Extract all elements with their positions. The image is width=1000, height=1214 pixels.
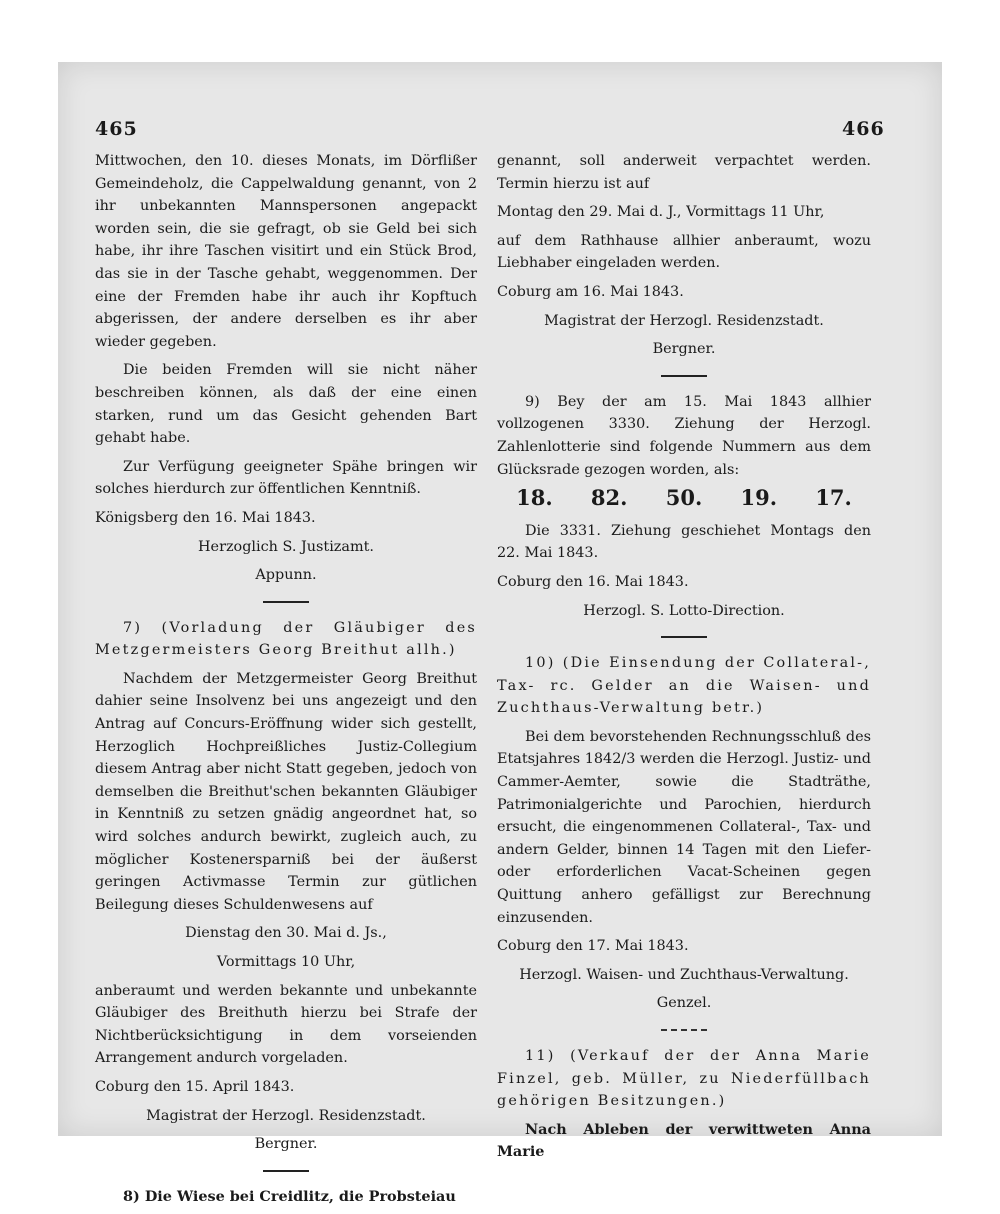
section-title: 7) (Vorladung der Gläubiger des Metzgermeisters Georg Breithut allh.): [95, 619, 477, 659]
place-date: Königsberg den 16. Mai 1843.: [95, 509, 316, 526]
place-date: Coburg den 17. Mai 1843.: [497, 938, 689, 955]
paragraph: 9) Bey der am 15. Mai 1843 allhier vollzogenen 3330. Ziehung der Herzogl. Zahlenlotterie sind folgende Nummern aus dem Glücksrade gezogen worden, als:: [497, 393, 871, 478]
lottery-number: 50.: [665, 485, 703, 511]
lottery-numbers: [497, 487, 871, 510]
term-day: Dienstag den 30. Mai d. Js.,: [185, 925, 387, 942]
section-title: 8) Die Wiese bei Creidlitz, die Probsteiau: [123, 1187, 456, 1205]
lottery-number: 82.: [590, 485, 628, 511]
signer: Bergner.: [254, 1136, 318, 1153]
paragraph: Mittwochen, den 10. dieses Monats, im Dörflißer Gemeindeholz, die Cappelwaldung genannt, von 2 ihr unbekannten Mannspersonen angepackt worden sein, die sie gefragt, ob sie Geld bei sich habe, ihr ihre Taschen visitirt und ein Stück Brod, das sie in der Tasche gehabt, weggenommen. Der eine der Fremden habe ihr auch ihr Kopftuch abgerissen, der andere derselben es ihr aber wieder gegeben.: [95, 153, 477, 350]
section-divider: [263, 601, 309, 603]
place-date: Coburg den 15. April 1843.: [95, 1078, 295, 1095]
authority: Magistrat der Herzogl. Residenzstadt.: [544, 312, 824, 329]
signer: Genzel.: [656, 995, 712, 1012]
signer: Appunn.: [255, 567, 317, 584]
paragraph: anberaumt und werden bekannte und unbekannte Gläubiger des Breithuth hierzu bei Strafe der Nichtberücksichtigung in dem vorseienden Arrangement andurch vorgeladen.: [95, 982, 477, 1067]
section-title: 11) (Verkauf der der Anna Marie Finzel, geb. Müller, zu Niederfüllbach gehörigen Besitzungen.): [497, 1048, 871, 1110]
paragraph: auf dem Rathhause allhier anberaumt, wozu Liebhaber eingeladen werden.: [497, 232, 871, 272]
section-divider: [661, 375, 707, 377]
place-date: Coburg den 16. Mai 1843.: [497, 573, 689, 590]
section-title: 10) (Die Einsendung der Collateral-, Tax- rc. Gelder an die Waisen- und Zuchthaus-Verwaltung betr.): [497, 655, 871, 717]
page-number-right: 466: [842, 118, 885, 140]
paragraph: Die 3331. Ziehung geschiehet Montags den 22. Mai 1843.: [497, 522, 871, 562]
lottery-number: 19.: [740, 485, 778, 511]
paragraph: Nach Ableben der verwittweten Anna Marie: [497, 1120, 871, 1161]
place-date: Coburg am 16. Mai 1843.: [497, 283, 684, 300]
left-column: [95, 150, 477, 1214]
right-column: [497, 150, 871, 1170]
lottery-number: 18.: [516, 485, 553, 511]
term-line: Montag den 29. Mai d. J., Vormittags 11 Uhr,: [497, 204, 825, 221]
authority: Herzogl. S. Lotto-Direction.: [583, 602, 785, 619]
signer: Bergner.: [652, 341, 716, 358]
section-divider: [661, 636, 707, 638]
authority: Herzogl. Waisen- und Zuchthaus-Verwaltung.: [519, 966, 849, 983]
lottery-number: 17.: [815, 485, 852, 511]
paragraph: Nachdem der Metzgermeister Georg Breithut dahier seine Insolvenz bei uns angezeigt und den Antrag auf Concurs-Eröffnung wider sich gestellt, Herzoglich Hochpreißliches Justiz-Collegium diesem Antrag aber nicht Statt gegeben, jedoch von demselben die Breithut'schen bekannten Gläubiger in Kenntniß zu setzen gnädig angeordnet hat, so wird solches andurch bewirkt, zugleich auch, zu möglicher Kostenersparniß bei der äußerst geringen Activmasse Termin zur gütlichen Beilegung dieses Schuldenwesens auf: [95, 670, 477, 913]
authority: Magistrat der Herzogl. Residenzstadt.: [146, 1107, 426, 1124]
term-time: Vormittags 10 Uhr,: [216, 954, 356, 970]
paragraph: Zur Verfügung geeigneter Spähe bringen wir solches hierdurch zur öffentlichen Kenntniß.: [95, 458, 477, 498]
paragraph: Bei dem bevorstehenden Rechnungsschluß des Etatsjahres 1842/3 werden die Herzogl. Justiz- und Cammer-Aemter, sowie die Stadträthe, Patrimonialgerichte und Parochien, hierdurch ersucht, die eingenommenen Collateral-, Tax- und andern Gelder, binnen 14 Tagen mit den Liefer- oder erforderlichen Vacat-Scheinen gegen Quittung anhero gefälligst zur Berechnung einzusenden.: [497, 728, 871, 926]
paragraph: genannt, soll anderweit verpachtet werden. Termin hierzu ist auf: [497, 153, 871, 192]
page-number-left: 465: [95, 118, 138, 140]
section-divider: [661, 1029, 707, 1031]
paragraph: Die beiden Fremden will sie nicht näher beschreiben können, als daß der eine einen starken, rund um das Gesicht gehenden Bart gehabt habe.: [95, 362, 477, 447]
section-divider: [263, 1170, 309, 1172]
authority: Herzoglich S. Justizamt.: [198, 538, 374, 555]
